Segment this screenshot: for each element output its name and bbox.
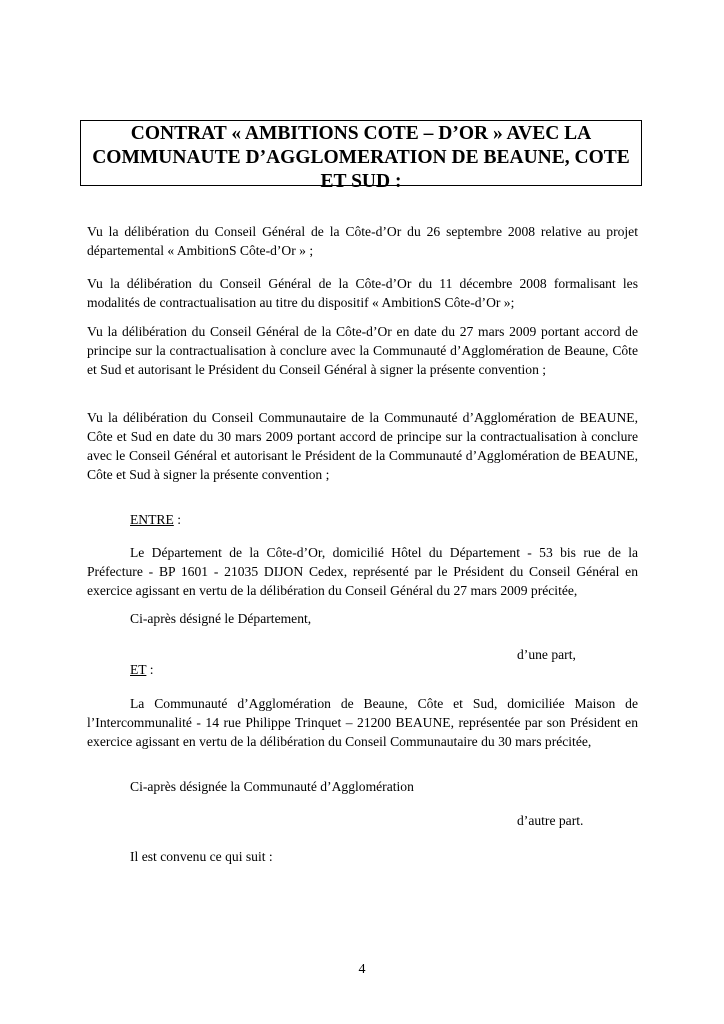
vu-paragraph-1: Vu la délibération du Conseil Général de la Côte-d’Or du 26 septembre 2008 relative au projet départemental « AmbitionS Côte-d’Or » ;: [87, 224, 638, 258]
title-line-2: COMMUNAUTE D’AGGLOMERATION DE BEAUNE, COTE: [92, 147, 630, 168]
designe-departement: Ci-après désigné le Département,: [130, 611, 312, 626]
et-label: ET: [130, 662, 147, 677]
et-heading: [130, 660, 154, 679]
autre-part: d’autre part.: [517, 813, 584, 828]
communaute-paragraph: La Communauté d’Agglomération de Beaune, Côte et Sud, domiciliée Maison de l’Intercommunalité - 14 rue Philippe Trinquet – 21200 BEAUNE, représentée par son Président en exercice agissant en vertu de la délibération du Conseil Communautaire du 30 mars précitée,: [87, 696, 638, 749]
une-part: d’une part,: [517, 647, 576, 662]
title-line-1: CONTRAT « AMBITIONS COTE – D’OR » AVEC LA: [130, 123, 592, 144]
page-number: 4: [358, 962, 366, 977]
departement-paragraph: Le Département de la Côte-d’Or, domicilié Hôtel du Département - 53 bis rue de la Préfecture - BP 1601 - 21035 DIJON Cedex, représenté par le Président du Conseil Général en exercice agissant en vertu de la délibération du Conseil Général du 27 mars 2009 précitée,: [87, 545, 638, 598]
entre-label: ENTRE: [130, 512, 174, 527]
contract-title-box: [80, 120, 642, 192]
title-line-3: ET SUD :: [320, 171, 402, 192]
vu-paragraph-2: Vu la délibération du Conseil Général de la Côte-d’Or du 11 décembre 2008 formalisant les modalités de contractualisation au titre du dispositif « AmbitionS Côte-d’Or »;: [87, 276, 638, 310]
et-suffix: :: [146, 662, 154, 677]
entre-suffix: :: [173, 512, 181, 527]
vu-paragraph-3: Vu la délibération du Conseil Général de la Côte-d’Or en date du 27 mars 2009 portant accord de principe sur la contractualisation à conclure avec la Communauté d’Agglomération de Beaune, Côte et Sud et autorisant le Président du Conseil Général à signer la présente convention ;: [87, 324, 638, 377]
designe-communaute: Ci-après désignée la Communauté d’Agglomération: [130, 779, 414, 794]
entre-heading: [130, 510, 181, 529]
vu-paragraph-4: Vu la délibération du Conseil Communautaire de la Communauté d’Agglomération de BEAUNE, Côte et Sud en date du 30 mars 2009 portant accord de principe sur la contractualisation à conclure avec le Conseil Général et autorisant le Président de la Communauté d’Agglomération de BEAUNE, Côte et Sud à signer la présente convention ;: [87, 410, 638, 482]
convenu: Il est convenu ce qui suit :: [130, 849, 273, 864]
